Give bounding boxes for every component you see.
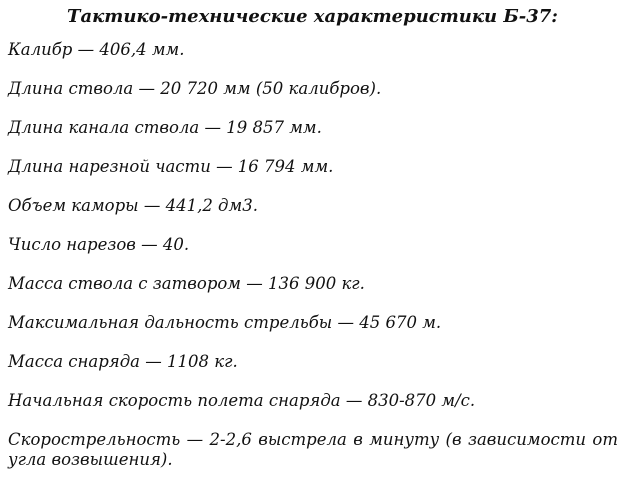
spec-caliber: Калибр — 406,4 мм.: [8, 40, 185, 59]
spec-chamber-volume: Объем каморы — 441,2 дм3.: [8, 196, 258, 215]
spec-barrel-length: Длина ствола — 20 720 мм (50 калибров).: [8, 79, 382, 98]
spec-bore-length: Длина канала ствола — 19 857 мм.: [8, 118, 322, 137]
spec-rifled-length: Длина нарезной части — 16 794 мм.: [8, 157, 334, 176]
spec-groove-count: Число нарезов — 40.: [8, 235, 190, 254]
spec-muzzle-velocity: Начальная скорость полета снаряда — 830-870 м/с.: [8, 391, 476, 410]
document-title: Тактико-технические характеристики Б-37:: [67, 6, 558, 27]
spec-barrel-mass: Масса ствола с затвором — 136 900 кг.: [8, 274, 365, 293]
spec-max-range: Максимальная дальность стрельбы — 45 670 м.: [8, 313, 442, 332]
spec-list: [8, 40, 618, 470]
spec-rate-of-fire: Скорострельность — 2-2,6 выстрела в минуту (в зависимости от угла возвышения).: [8, 430, 618, 469]
spec-shell-mass: Масса снаряда — 1108 кг.: [8, 352, 238, 371]
